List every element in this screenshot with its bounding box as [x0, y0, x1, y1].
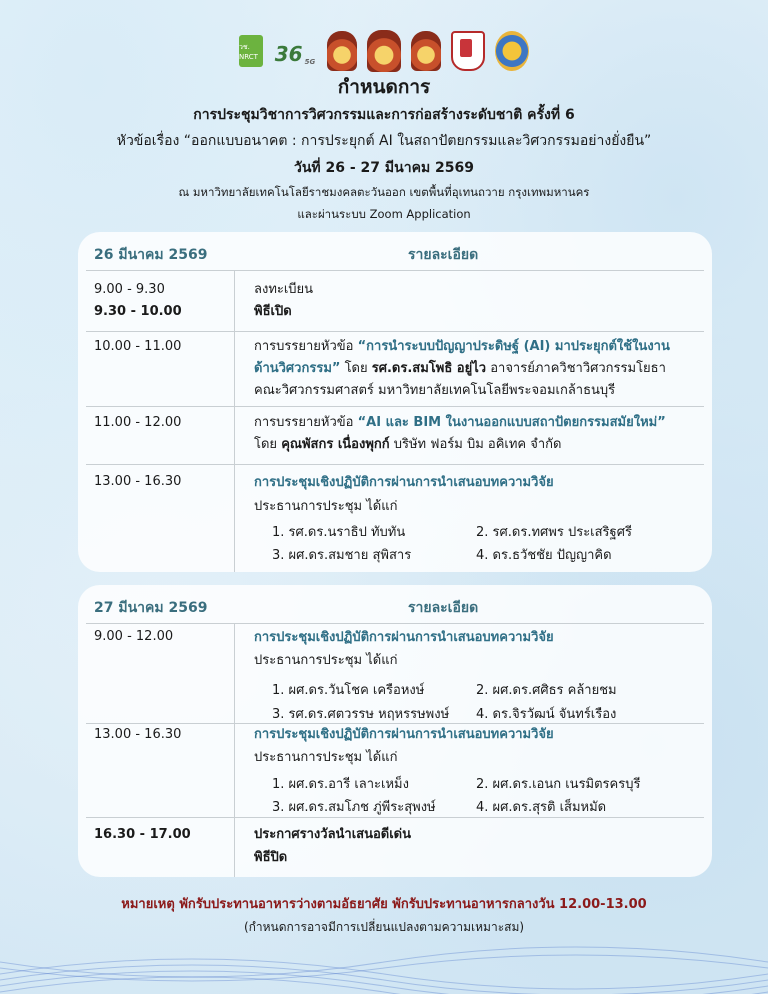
time-slot: 11.00 - 12.00 [94, 415, 182, 430]
time-slot: 16.30 - 17.00 [94, 827, 191, 842]
anniversary-36-logo: 36 5G [274, 42, 316, 66]
speaker-affiliation: อาจารย์ภาควิชาวิศวกรรมโยธา [486, 361, 666, 376]
chair-name: 3. รศ.ดร.ศตวรรษ หฤหรรษพงษ์ [272, 707, 450, 722]
time-slot: 9.00 - 12.00 [94, 629, 174, 644]
divider [86, 270, 704, 271]
chair-label: ประธานการประชุม ได้แก่ [254, 499, 398, 514]
divider [86, 464, 704, 465]
event-topic: หัวข้อเรื่อง “ออกแบบอนาคต : การประยุกต์ AI ในสถาปัตยกรรมและวิศวกรรมอย่างยั่งยืน” [116, 133, 652, 149]
lecture-1 [254, 336, 704, 402]
speaker-affiliation-cont: คณะวิศวกรรมศาสตร์ มหาวิทยาลัยเทคโนโลยีพระจอมเกล้าธนบุรี [254, 383, 616, 398]
divider [86, 623, 704, 624]
chair-name: 1. ผศ.ดร.อารี เลาะเหม็ง [272, 777, 409, 792]
chair-label: ประธานการประชุม ได้แก่ [254, 653, 398, 668]
day2-header [78, 585, 712, 623]
schedule-disclaimer: (กำหนดการอาจมีการเปลี่ยนแปลงตามความเหมาะสม) [243, 920, 525, 934]
day1-details-label: รายละเอียด [408, 247, 479, 263]
chair-name: 4. ดร.จิรวัฒน์ จันทร์เรือง [476, 707, 617, 722]
chair-label: ประธานการประชุม ได้แก่ [254, 750, 398, 765]
event-venue: ณ มหาวิทยาลัยเทคโนโลยีราชมงคลตะวันออก เขตพื้นที่อุเทนถวาย กรุงเทพมหานคร [178, 185, 590, 199]
logo-row [0, 30, 768, 72]
session-title: การประชุมเชิงปฏิบัติการผ่านการนำเสนอบทความวิจัย [254, 475, 554, 490]
time-slot: 13.00 - 16.30 [94, 727, 182, 742]
event-dates: วันที่ 26 - 27 มีนาคม 2569 [293, 160, 475, 176]
speaker-name: คุณพัสกร เนื่องพุกก์ [281, 437, 390, 452]
decorative-waves [0, 934, 768, 994]
event-name: การประชุมวิชาการวิศวกรรมและการก่อสร้างระดับชาติ ครั้งที่ 6 [193, 107, 575, 123]
activity-text: พิธีเปิด [254, 304, 292, 319]
chair-name: 2. ผศ.ดร.เอนก เนรมิตรครบุรี [476, 777, 641, 792]
chair-name: 3. ผศ.ดร.สมชาย สุพิสาร [272, 548, 412, 563]
chair-name: 3. ผศ.ดร.สมโภช ภู่พีระสุพงษ์ [272, 800, 436, 815]
lecture-topic-cont: ด้านวิศวกรรม” [254, 361, 341, 376]
time-slot: 10.00 - 11.00 [94, 339, 182, 354]
lecture-prefix: การบรรยายหัวข้อ [254, 339, 358, 354]
by-label: โดย [340, 361, 372, 376]
time-slot: 9.00 - 9.30 [94, 282, 165, 297]
day1-header [78, 232, 712, 270]
column-divider [234, 623, 235, 877]
divider [86, 817, 704, 818]
chair-name: 4. ดร.ธวัชชัย ปัญญาคิด [476, 548, 612, 563]
session-title: การประชุมเชิงปฏิบัติการผ่านการนำเสนอบทความวิจัย [254, 630, 554, 645]
chair-name: 4. ผศ.ดร.สุรติ เส็มหมัด [476, 800, 607, 815]
rmut-crest-logo [367, 30, 401, 72]
chair-name: 1. ผศ.ดร.วันโชค เครือหงษ์ [272, 683, 425, 698]
day2-date: 27 มีนาคม 2569 [94, 600, 208, 616]
university-crest-logo [327, 31, 357, 71]
speaker-name: รศ.ดร.สมโพธิ อยู่ไว [371, 361, 487, 376]
schedule-note: หมายเหตุ พักรับประทานอาหารว่างตามอัธยาศัย พักรับประทานอาหารกลางวัน 12.00-13.00 [121, 897, 647, 912]
chair-name: 2. รศ.ดร.ทศพร ประเสริฐศรี [476, 525, 632, 540]
time-slot: 13.00 - 16.30 [94, 474, 182, 489]
time-slot: 9.30 - 10.00 [94, 304, 182, 319]
divider [86, 331, 704, 332]
lecture-prefix: การบรรยายหัวข้อ [254, 415, 358, 430]
activity-text: ลงทะเบียน [254, 282, 314, 297]
column-divider [234, 270, 235, 572]
activity-text: พิธีปิด [254, 850, 288, 865]
session-title: การประชุมเชิงปฏิบัติการผ่านการนำเสนอบทความวิจัย [254, 727, 554, 742]
day1-date: 26 มีนาคม 2569 [94, 247, 208, 263]
day2-schedule-card [78, 585, 712, 877]
day2-details-label: รายละเอียด [408, 600, 479, 616]
event-online: และผ่านระบบ Zoom Application [297, 207, 471, 221]
page-title: กำหนดการ [337, 76, 431, 98]
lecture-topic: “AI และ BIM ในงานออกแบบสถาปัตยกรรมสมัยใหม่” [357, 415, 666, 430]
by-label: โดย [254, 437, 282, 452]
lecture-2 [254, 412, 704, 456]
speaker-affiliation: บริษัท ฟอร์ม บิม อคิเทค จำกัด [389, 437, 562, 452]
emblem-logo [495, 31, 529, 71]
lecture-topic: “การนำระบบปัญญาประดิษฐ์ (AI) มาประยุกต์ใช้ในงาน [357, 339, 670, 354]
nrct-logo: วช. NRCT [239, 35, 263, 67]
day1-schedule-card [78, 232, 712, 572]
activity-text: ประกาศรางวัลนำเสนอดีเด่น [254, 827, 412, 842]
institute-crest-logo [411, 31, 441, 71]
shield-logo [451, 31, 485, 71]
divider [86, 406, 704, 407]
chair-name: 1. รศ.ดร.นราธิป ทับทัน [272, 525, 406, 540]
chair-name: 2. ผศ.ดร.ศศิธร คล้ายชม [476, 683, 617, 698]
